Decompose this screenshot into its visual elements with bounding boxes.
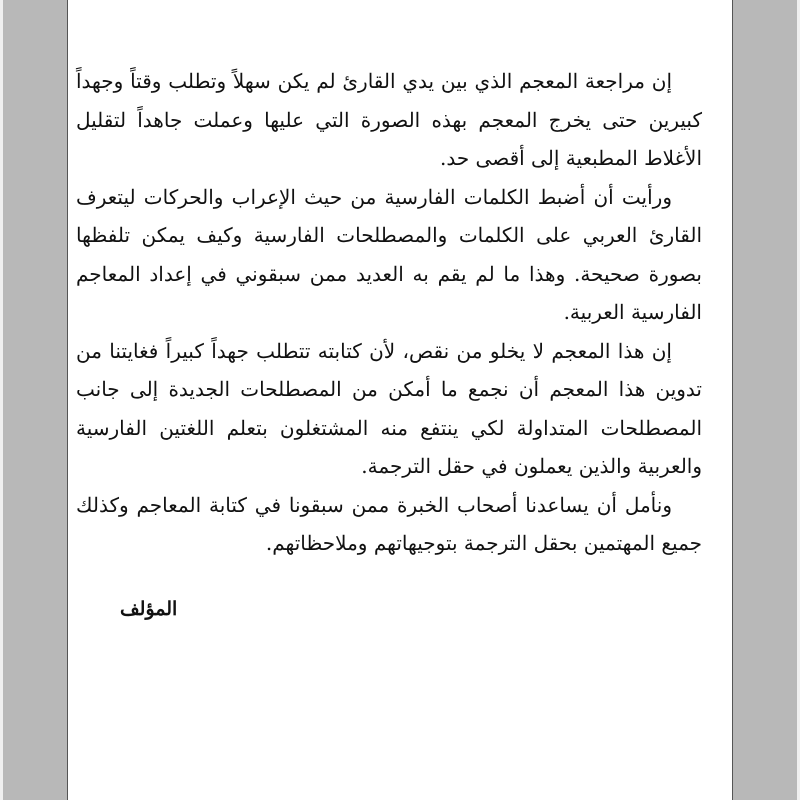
document-page[interactable]	[67, 0, 733, 800]
paragraph-4: ونأمل أن يساعدنا أصحاب الخبرة ممن سبقونا في كتابة المعاجم وكذلك جميع المهتمين بحقل الترجمة بتوجيهاتهم وملاحظاتهم.	[76, 492, 702, 555]
viewer-left-edge	[0, 0, 3, 800]
paragraph-2: ورأيت أن أضبط الكلمات الفارسية من حيث الإعراب والحركات ليتعرف القارئ العربي على الكلمات والمصطلحات الفارسية وكيف يمكن تلفظها بصورة صحيحة. وهذا ما لم يقم به العديد ممن سبقوني في إعداد المعاجم الفارسية العربية.	[76, 184, 702, 324]
page-text	[76, 62, 702, 563]
paragraph-1: إن مراجعة المعجم الذي بين يدي القارئ لم يكن سهلاً وتطلب وقتاً وجهداً كبيرين حتى يخرج المعجم بهذه الصورة التي عليها وعملت جاهداً لتقليل الأغلاط المطبعية إلى أقصى حد.	[76, 69, 702, 170]
paragraph-3: إن هذا المعجم لا يخلو من نقص، لأن كتابته تتطلب جهداً كبيراً فغايتنا من تدوين هذا المعجم أن نجمع ما أمكن من المصطلحات الجديدة إلى جانب المصطلحات المتداولة لكي ينتفع منه المشتغلون بتعلم اللغتين الفارسية والعربية والذين يعملون في حقل الترجمة.	[76, 338, 702, 478]
author-signature: المؤلف	[120, 598, 178, 620]
